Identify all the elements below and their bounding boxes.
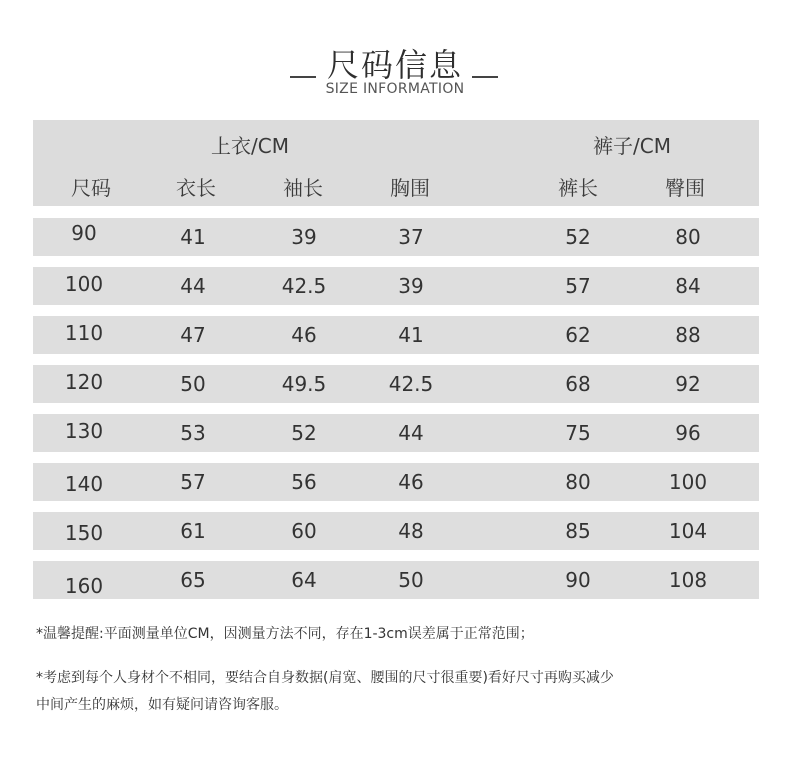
table-row [33, 218, 759, 256]
cell-hip: 108 [668, 568, 708, 592]
cell-top-length: 57 [180, 470, 206, 494]
cell-top-length: 41 [180, 225, 206, 249]
column-header-hip: 臀围 [665, 176, 705, 200]
table-row [33, 561, 759, 599]
cell-size: 120 [64, 370, 104, 394]
table-row [33, 414, 759, 452]
cell-top-length: 44 [180, 274, 206, 298]
cell-chest: 46 [398, 470, 424, 494]
column-header-size: 尺码 [71, 176, 111, 200]
cell-hip: 96 [675, 421, 701, 445]
cell-pants-length: 62 [565, 323, 591, 347]
group-header-pants: 裤子/CM [593, 134, 671, 158]
group-header-top: 上衣/CM [211, 134, 289, 158]
cell-top-length: 65 [180, 568, 206, 592]
cell-sleeve-length: 52 [291, 421, 317, 445]
title-underline-right [472, 76, 498, 78]
cell-sleeve-length: 42.5 [281, 274, 327, 298]
table-row [33, 316, 759, 354]
cell-size: 140 [64, 472, 104, 496]
cell-pants-length: 80 [565, 470, 591, 494]
page-title: 尺码信息 [326, 46, 463, 84]
cell-top-length: 47 [180, 323, 206, 347]
cell-pants-length: 68 [565, 372, 591, 396]
column-header-pants-length: 裤长 [558, 176, 598, 200]
cell-sleeve-length: 39 [291, 225, 317, 249]
cell-hip: 100 [668, 470, 708, 494]
cell-size: 130 [64, 419, 104, 443]
cell-chest: 37 [398, 225, 424, 249]
cell-size: 160 [64, 574, 104, 598]
cell-chest: 39 [398, 274, 424, 298]
cell-chest: 42.5 [388, 372, 434, 396]
cell-size: 110 [64, 321, 104, 345]
cell-hip: 88 [675, 323, 701, 347]
page-subtitle: SIZE INFORMATION [325, 81, 465, 97]
table-row [33, 267, 759, 305]
column-header-sleeve-length: 袖长 [283, 176, 323, 200]
cell-chest: 48 [398, 519, 424, 543]
column-header-chest: 胸围 [390, 176, 430, 200]
note-advice-line-1: *考虑到每个人身材个不相同，要结合自身数据(肩宽、腰围的尺寸很重要)看好尺寸再购买减少 [36, 670, 614, 686]
note-advice-line-2: 中间产生的麻烦，如有疑问请咨询客服。 [36, 697, 288, 713]
cell-size: 90 [71, 221, 97, 245]
cell-pants-length: 85 [565, 519, 591, 543]
cell-pants-length: 57 [565, 274, 591, 298]
title-block [0, 0, 790, 110]
cell-sleeve-length: 46 [291, 323, 317, 347]
cell-top-length: 50 [180, 372, 206, 396]
table-row [33, 463, 759, 501]
cell-pants-length: 52 [565, 225, 591, 249]
cell-size: 150 [64, 521, 104, 545]
cell-hip: 104 [668, 519, 708, 543]
note-measurement: *温馨提醒:平面测量单位CM，因测量方法不同，存在1-3cm误差属于正常范围； [36, 626, 534, 642]
cell-hip: 92 [675, 372, 701, 396]
note-advice [36, 665, 756, 719]
cell-chest: 50 [398, 568, 424, 592]
title-underline-left [290, 76, 316, 78]
table-row [33, 512, 759, 550]
cell-sleeve-length: 49.5 [281, 372, 327, 396]
table-row [33, 365, 759, 403]
cell-sleeve-length: 64 [291, 568, 317, 592]
cell-top-length: 53 [180, 421, 206, 445]
cell-size: 100 [64, 272, 104, 296]
cell-chest: 44 [398, 421, 424, 445]
cell-chest: 41 [398, 323, 424, 347]
cell-hip: 84 [675, 274, 701, 298]
cell-top-length: 61 [180, 519, 206, 543]
column-header-top-length: 衣长 [176, 176, 216, 200]
cell-sleeve-length: 60 [291, 519, 317, 543]
cell-sleeve-length: 56 [291, 470, 317, 494]
cell-hip: 80 [675, 225, 701, 249]
cell-pants-length: 90 [565, 568, 591, 592]
table-header [33, 120, 759, 206]
cell-pants-length: 75 [565, 421, 591, 445]
